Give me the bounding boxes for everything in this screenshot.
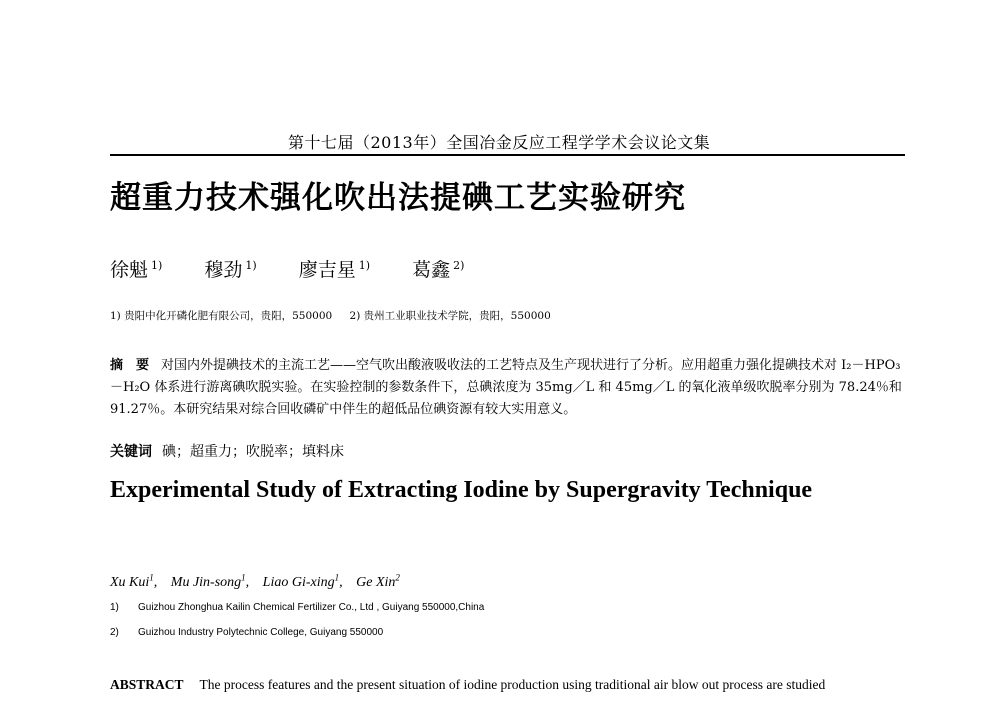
abstract-en xyxy=(110,677,825,693)
keywords-cn-text: 碘；超重力；吹脱率；填料床 xyxy=(162,444,344,460)
conference-header: 第十七届（2013年）全国冶金反应工程学学术会议论文集 xyxy=(288,133,711,152)
author-en: Xu Kui$^1$, xyxy=(110,572,158,590)
header-rule xyxy=(110,154,905,156)
abstract-cn-label: 摘 要 xyxy=(110,358,150,373)
keywords-cn xyxy=(110,441,344,461)
authors-en xyxy=(110,572,410,591)
author-cn: 穆劲 $^{1)}$ xyxy=(204,258,257,281)
author-en: Liao Gi-xing$^1$, xyxy=(262,572,343,590)
abstract-cn-text: 对国内外提碘技术的主流工艺——空气吹出酸液吸收法的工艺特点及生产现状进行了分析。应用超重力强化提碘技术对 I₂－HPO₃－H₂O 体系进行游离碘吹脱实验。在实验控制的参数条件下，总碘浓度为 35mg／L 和 45mg／L 的氧化液单级吹脱率分别为 78.24％和 91.27％。本研究结果对综合回收磷矿中伴生的超低品位碘资源有较大实用意义。 xyxy=(110,358,902,417)
abstract-en-text: The process features and the present situation of iodine production using traditional air blow out process are studied xyxy=(199,677,826,692)
affiliations-cn xyxy=(110,308,565,323)
affiliation-en: 2) Guizhou Industry Polytechnic College, Guiyang 550000 xyxy=(110,627,384,638)
author-en: Mu Jin-song$^1$, xyxy=(170,572,250,590)
abstract-en-label: ABSTRACT xyxy=(110,677,184,692)
paper-title-en: Experimental Study of Extracting Iodine by Supergravity Technique xyxy=(110,477,813,503)
authors-cn xyxy=(110,255,500,282)
affiliation-cn: 2) 贵州工业职业技术学院，贵阳，550000 xyxy=(349,310,551,322)
abstract-cn xyxy=(110,355,910,421)
author-cn: 徐魁 $^{1)}$ xyxy=(110,258,163,281)
affiliation-en: 1) Guizhou Zhonghua Kailin Chemical Fertilizer Co., Ltd , Guiyang 550000,China xyxy=(110,602,485,613)
affiliation-cn: 1) 贵阳中化开磷化肥有限公司，贵阳，550000 xyxy=(110,310,333,322)
paper-title-cn: 超重力技术强化吹出法提碘工艺实验研究 xyxy=(110,180,686,216)
author-cn: 廖吉星 $^{1)}$ xyxy=(298,258,371,281)
author-en: Ge Xin$^2$ xyxy=(356,572,400,590)
keywords-cn-label: 关键词 xyxy=(110,444,152,460)
author-cn: 葛鑫 $^{2)}$ xyxy=(412,258,465,281)
